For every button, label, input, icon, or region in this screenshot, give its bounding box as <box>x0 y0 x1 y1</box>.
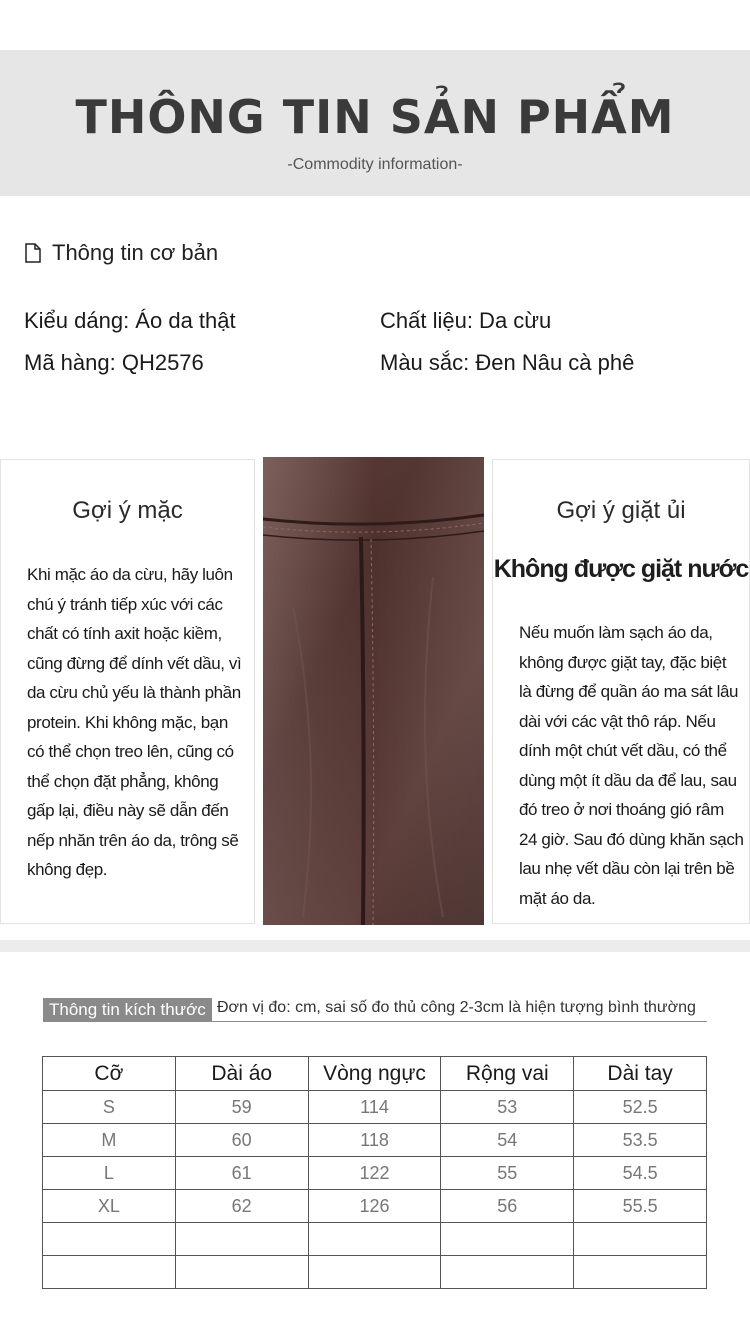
wear-tips-line: có thể chọn treo lên, cũng có <box>27 742 234 761</box>
wear-tips-text <box>27 560 241 885</box>
wash-tips-line: không được giặt tay, đặc biệt <box>519 652 727 672</box>
wash-tips-line: Nếu muốn làm sạch áo da, <box>519 623 713 642</box>
size-table-column-header: Vòng ngực <box>308 1057 441 1091</box>
table-cell <box>175 1256 308 1289</box>
no-water-wash-warning: Không được giặt nước <box>493 555 749 583</box>
wash-tips-line: lau nhẹ vết dầu còn lại trên bề <box>519 859 735 878</box>
wash-tips-line: là đừng để quần áo ma sát lâu <box>519 682 739 701</box>
table-cell: 122 <box>308 1157 441 1190</box>
spec-color: Màu sắc: Đen Nâu cà phê <box>380 350 635 375</box>
table-row <box>43 1124 707 1157</box>
basic-info-heading <box>24 240 218 266</box>
table-cell <box>43 1223 176 1256</box>
wear-tips-line: cũng đừng để dính vết dầu, vì <box>27 653 242 673</box>
table-cell <box>574 1256 707 1289</box>
wash-tips-line: mặt áo da. <box>519 888 596 908</box>
wash-tips-line: dài với các vật thô ráp. Nếu <box>519 711 716 731</box>
table-cell: M <box>43 1124 176 1157</box>
table-cell: 54.5 <box>574 1157 707 1190</box>
wear-tips-line: không đẹp. <box>27 860 108 879</box>
wear-tips-line: nếp nhăn trên áo da, trông sẽ <box>27 830 239 850</box>
wear-tips-line: Khi mặc áo da cừu, hãy luôn <box>27 565 233 584</box>
table-cell: 114 <box>308 1091 441 1124</box>
document-icon <box>24 243 42 263</box>
table-cell: L <box>43 1157 176 1190</box>
table-cell: S <box>43 1091 176 1124</box>
wear-tips-line: protein. Khi không mặc, bạn <box>27 712 228 732</box>
size-table-column-header: Dài áo <box>175 1057 308 1091</box>
wear-tips-line: chú ý tránh tiếp xúc với các <box>27 594 223 614</box>
wear-tips-line: chất có tính axit hoặc kiềm, <box>27 624 222 643</box>
page-subtitle: -Commodity information- <box>287 156 463 173</box>
table-cell <box>308 1256 441 1289</box>
table-cell: 52.5 <box>574 1091 707 1124</box>
table-cell: 60 <box>175 1124 308 1157</box>
wear-tips-panel <box>0 459 255 924</box>
table-cell: 118 <box>308 1124 441 1157</box>
size-table-column-header: Dài tay <box>574 1057 707 1091</box>
wash-tips-title: Gợi ý giặt ủi <box>556 497 686 524</box>
table-row <box>43 1223 707 1256</box>
wash-tips-panel <box>492 459 750 924</box>
size-table-column-header: Cỡ <box>43 1057 176 1091</box>
size-table <box>42 1056 707 1289</box>
table-cell: 126 <box>308 1190 441 1223</box>
page-title: THÔNG TIN SẢN PHẨM <box>75 90 675 144</box>
table-cell <box>441 1256 574 1289</box>
table-cell: 54 <box>441 1124 574 1157</box>
table-row <box>43 1091 707 1124</box>
table-cell: 61 <box>175 1157 308 1190</box>
table-cell: 55.5 <box>574 1190 707 1223</box>
wear-tips-line: gấp lại, điều này sẽ dẫn đến <box>27 801 229 820</box>
table-cell <box>574 1223 707 1256</box>
spec-code: Mã hàng: QH2576 <box>24 350 204 375</box>
leather-image <box>263 457 484 925</box>
wear-tips-line: da cừu chủ yếu là thành phần <box>27 683 241 702</box>
table-cell <box>175 1223 308 1256</box>
table-cell: 62 <box>175 1190 308 1223</box>
wash-tips-line: dùng một ít dầu da để lau, sau <box>519 770 737 790</box>
table-cell: 53.5 <box>574 1124 707 1157</box>
size-info-underline <box>43 1021 707 1022</box>
basic-info-heading-label: Thông tin cơ bản <box>52 240 219 265</box>
wear-tips-line: thể chọn đặt phẳng, không <box>27 771 219 791</box>
wash-tips-line: 24 giờ. Sau đó dùng khăn sạch <box>519 829 744 849</box>
wash-tips-text <box>519 618 744 913</box>
size-table-header-row <box>43 1057 707 1091</box>
spec-material: Chất liệu: Da cừu <box>380 308 552 333</box>
size-info-tag: Thông tin kích thước <box>43 998 212 1022</box>
table-row <box>43 1190 707 1223</box>
table-cell: XL <box>43 1190 176 1223</box>
wear-tips-title: Gợi ý mặc <box>72 497 183 524</box>
table-cell <box>43 1256 176 1289</box>
table-row <box>43 1256 707 1289</box>
spec-style: Kiểu dáng: Áo da thật <box>24 308 236 333</box>
size-table-column-header: Rộng vai <box>441 1057 574 1091</box>
wash-tips-line: đó treo ở nơi thoáng gió râm <box>519 800 724 819</box>
table-cell: 55 <box>441 1157 574 1190</box>
table-cell <box>441 1223 574 1256</box>
size-info-note: Đơn vị đo: cm, sai số đo thủ công 2-3cm là hiện tượng bình thường <box>217 999 696 1016</box>
table-cell: 56 <box>441 1190 574 1223</box>
table-cell: 59 <box>175 1091 308 1124</box>
table-row <box>43 1157 707 1190</box>
section-divider <box>0 940 750 952</box>
table-cell <box>308 1223 441 1256</box>
table-cell: 53 <box>441 1091 574 1124</box>
wash-tips-line: dính một chút vết dầu, có thể <box>519 741 727 760</box>
